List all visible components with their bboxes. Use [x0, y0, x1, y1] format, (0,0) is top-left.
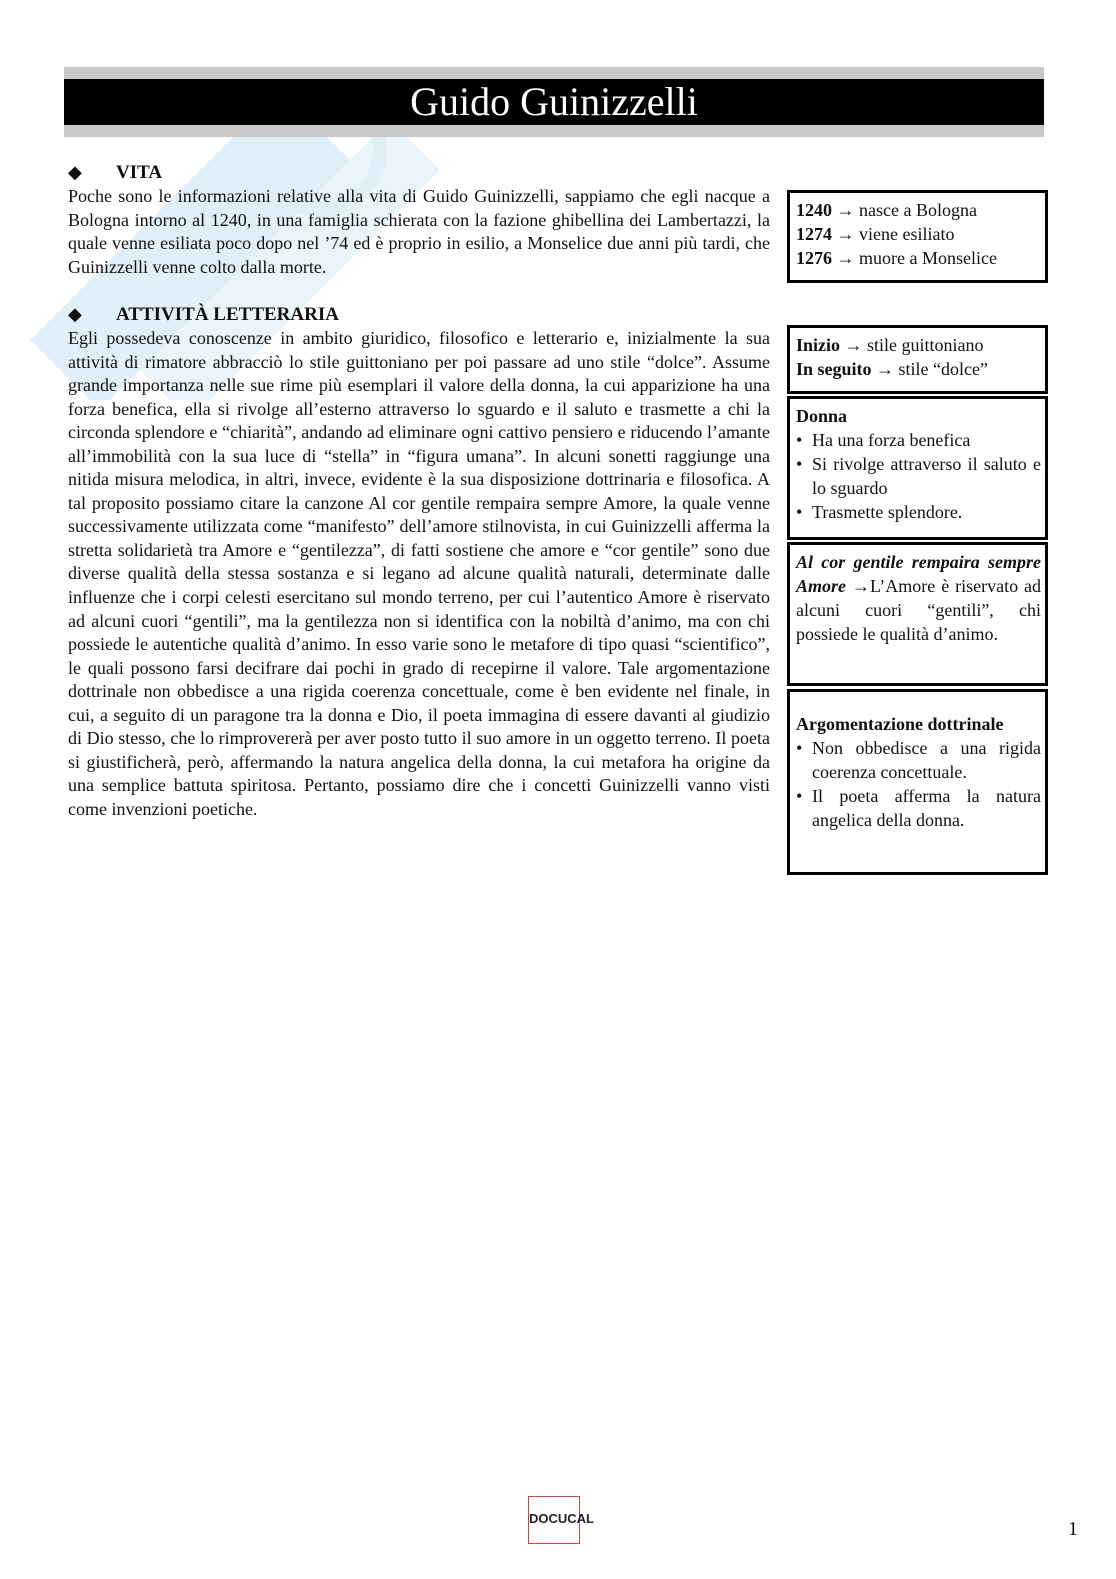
list-item: • Ha una forza benefica: [796, 428, 1041, 452]
section-heading-attivita: ◆ ATTIVITÀ LETTERARIA: [68, 304, 339, 325]
stile-row: Inizio → stile guittoniano: [796, 335, 984, 355]
canzone-box: [787, 542, 1048, 686]
date-row: 1274 → viene esiliato: [796, 224, 955, 244]
diamond-bullet-icon: ◆: [68, 304, 82, 324]
section-heading-vita: ◆ VITA: [68, 162, 163, 183]
attivita-paragraph: Egli possedeva conoscenze in ambito giuridico, filosofico e letterario e, inizialmente la sua attività di rimatore abbracciò lo stile guittoniano per poi passare ad uno stile “dolce”. Assume grande importanza nelle sue rime più esemplari il valore della donna, la cui apparizione ha una forza benefica, ella si rivolge all’esterno attraverso lo sguardo e il saluto e trasmette a chi la circonda splendore e “chiarità”, andando ad eliminare ogni cattivo pensiero e riducendo l’amante all’immobilità con la sua luce di “stella” in “figura umana”. In alcuni sonetti raggiunge una nitida misura melodica, in altri, invece, evidente è la sua disposizione dottrinaria e filosofica. A tal proposito possiamo citare la canzone Al cor gentile rempaira sempre Amore, la quale venne successivamente utilizzata come “manifesto” dell’amore stilnovista, in cui Guinizzelli afferma la stretta solidarietà tra Amore e “gentilezza”, di fatti sostiene che amore e “cor gentile” sono due diverse qualità della stessa sostanza e si legano ad alcune qualità naturali, determinate dalle influenze che i corpi celesti esercitano sul mondo terreno, per cui l’autentico Amore è riservato ad alcuni cuori “gentili”, ma la gentilezza non si identifica con la nobiltà d’animo, ma con chi possiede le autentiche qualità d’animo. In esso varie sono le metafore di tipo quasi “scientifico”, le quali possono farsi decifrare dai pochi in grado di recepirne il valore. Tale argomentazione dottrinale non obbedisce a una rigida coerenza concettuale, come è ben evidente nel finale, in cui, a seguito di un paragone tra la donna e Dio, il poeta immagina di essere davanti al giudizio di Dio stesso, che lo rimprovererà per aver posto tutto il suo amore in un oggetto terreno. Il poeta si giustificherà, però, affermando la natura angelica della donna, la cui metafora ha origine da una semplice battuta spiritosa. Pertanto, possiamo dire che i concetti Guinizzelli vanno visti come invenzioni poetiche.: [68, 328, 770, 819]
argomentazione-box: [787, 689, 1048, 875]
arrow-icon: →: [851, 576, 870, 596]
canzone-title: Al cor gentile rempaira sempre Amore: [796, 552, 1041, 596]
list-item: • Trasmette splendore.: [796, 500, 1041, 524]
page-title: Guido Guinizzelli: [64, 79, 1044, 125]
arrow-icon: →: [876, 359, 895, 379]
canzone-text: L’Amore è riservato ad alcuni cuori “gentili”, chi possiede le qualità d’animo.: [796, 576, 1042, 644]
vita-paragraph: Poche sono le informazioni relative alla vita di Guido Guinizzelli, sappiamo che egli nacque a Bologna intorno al 1240, in una famiglia schierata con la fazione ghibellina dei Lambertazzi, la quale venne esiliata poco dopo nel ’74 ed è proprio in esilio, a Monselice due anni più tardi, che Guinizzelli venne colto dalla morte.: [68, 186, 770, 277]
title-band: [64, 67, 1044, 137]
arrow-icon: →: [836, 224, 855, 244]
docucal-logo: DOCUCAL: [528, 1496, 580, 1544]
donna-title: Donna: [796, 406, 848, 426]
list-item: • Si rivolge attraverso il saluto e lo sguardo: [796, 452, 1041, 500]
stile-box: [787, 325, 1048, 394]
date-row: 1240 → nasce a Bologna: [796, 200, 977, 220]
stile-row: In seguito → stile “dolce”: [796, 359, 988, 379]
list-item: • Il poeta afferma la natura angelica della donna.: [796, 784, 1041, 832]
argomentazione-title: Argomentazione dottrinale: [796, 714, 1004, 734]
page-number: 1: [1068, 1518, 1078, 1540]
arrow-icon: →: [836, 200, 855, 220]
arrow-icon: →: [844, 335, 863, 355]
list-item: • Non obbedisce a una rigida coerenza concettuale.: [796, 736, 1041, 784]
diamond-bullet-icon: ◆: [68, 162, 82, 182]
dates-box: [787, 190, 1048, 283]
arrow-icon: →: [836, 248, 855, 268]
date-row: 1276 → muore a Monselice: [796, 248, 997, 268]
donna-box: [787, 396, 1048, 540]
